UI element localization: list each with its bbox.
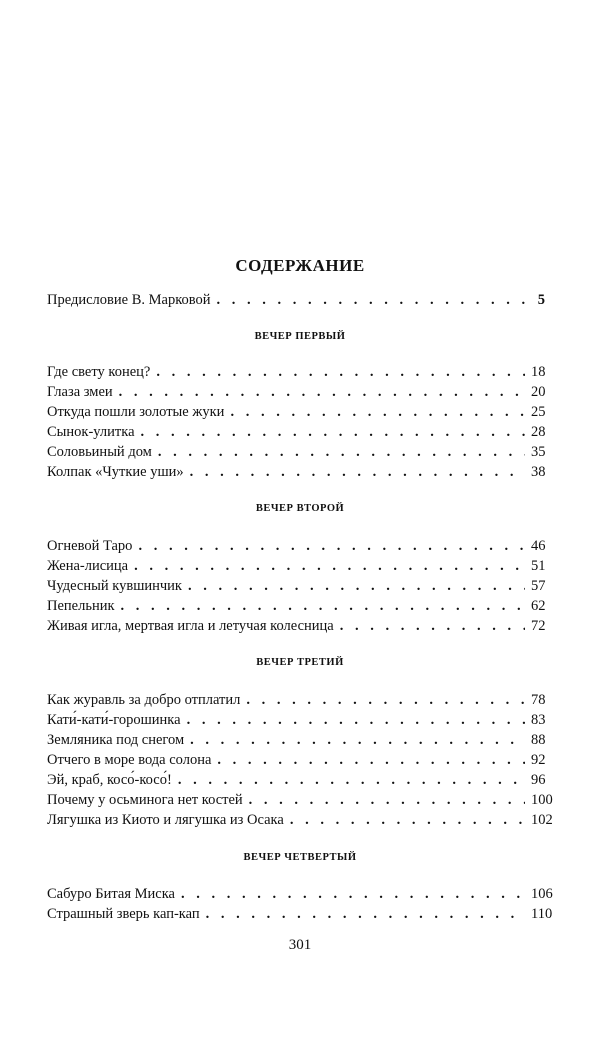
toc-entry: [47, 810, 553, 830]
dot-leader: [138, 536, 525, 556]
entry-title: Живая игла, мертвая игла и летучая колесница: [47, 618, 334, 634]
entry-page: 62: [531, 598, 546, 614]
entry-title: Кати́-кати́-горошинка: [47, 712, 181, 728]
entry-page: 38: [531, 464, 546, 480]
toc-entry: [47, 710, 545, 730]
toc-entry: [47, 462, 545, 482]
entry-title: Эй, краб, косо́-косо́!: [47, 772, 172, 788]
entry-title: Откуда пошли золотые жуки: [47, 404, 225, 420]
toc-entry: [47, 362, 545, 382]
entry-page: 78: [531, 692, 546, 708]
contents-heading: СОДЕРЖАНИЕ: [235, 256, 365, 275]
entry-page: 88: [531, 732, 546, 748]
dot-leader: [178, 770, 525, 790]
toc-entry: [47, 790, 553, 810]
toc-entry-preface: [47, 290, 545, 310]
toc-entry: [47, 884, 553, 904]
dot-leader: [181, 884, 525, 904]
entry-title: Лягушка из Киото и лягушка из Осака: [47, 812, 284, 828]
entry-page: 35: [531, 444, 546, 460]
entry-page: 96: [531, 772, 546, 788]
entry-page: 46: [531, 538, 546, 554]
entry-title: Пепельник: [47, 598, 115, 614]
entry-title: Где свету конец?: [47, 364, 151, 380]
toc-entry: [47, 750, 545, 770]
entry-page: 100: [531, 792, 553, 808]
entry-title: Почему у осьминога нет костей: [47, 792, 243, 808]
entry-title: Чудесный кувшинчик: [47, 578, 182, 594]
page-number: 301: [288, 937, 312, 953]
dot-leader: [187, 710, 525, 730]
dot-leader: [249, 790, 525, 810]
dot-leader: [340, 616, 525, 636]
section-heading-2: ВЕЧЕР ВТОРОЙ: [255, 503, 345, 514]
entry-page: 18: [531, 364, 546, 380]
dot-leader: [119, 382, 525, 402]
entry-page: 5: [537, 292, 545, 308]
entry-title: Глаза змеи: [47, 384, 113, 400]
toc-entry: [47, 402, 545, 422]
entry-title: Колпак «Чуткие уши»: [47, 464, 184, 480]
dot-leader: [190, 462, 525, 482]
entry-title: Огневой Таро: [47, 538, 133, 554]
dot-leader: [156, 362, 525, 382]
toc-entry: [47, 616, 545, 636]
toc-entry: [47, 382, 545, 402]
entry-page: 28: [531, 424, 546, 440]
toc-entry: [47, 690, 545, 710]
toc-entry: [47, 442, 545, 462]
entry-title: Отчего в море вода солона: [47, 752, 212, 768]
toc-entry: [47, 556, 545, 576]
entry-title: Страшный зверь кап-кап: [47, 906, 200, 922]
dot-leader: [134, 556, 525, 576]
dot-leader: [246, 690, 525, 710]
dot-leader: [158, 442, 525, 462]
entry-title: Предисловие В. Марковой: [47, 292, 211, 308]
toc-entry: [47, 596, 545, 616]
dot-leader: [190, 730, 525, 750]
entry-page: 83: [531, 712, 546, 728]
entry-page: 92: [531, 752, 546, 768]
dot-leader: [141, 422, 525, 442]
toc-entry: [47, 770, 545, 790]
section-heading-3: ВЕЧЕР ТРЕТИЙ: [256, 657, 344, 668]
toc-entry: [47, 904, 553, 924]
dot-leader: [188, 576, 525, 596]
entry-title: Сабуро Битая Миска: [47, 886, 175, 902]
toc-entry: [47, 576, 545, 596]
entry-page: 57: [531, 578, 546, 594]
dot-leader: [217, 290, 525, 310]
toc-entry: [47, 730, 545, 750]
section-heading-4: ВЕЧЕР ЧЕТВЕРТЫЙ: [243, 852, 357, 863]
dot-leader: [290, 810, 525, 830]
entry-page: 102: [531, 812, 553, 828]
entry-title: Как журавль за добро отплатил: [47, 692, 241, 708]
entry-title: Сынок-улитка: [47, 424, 135, 440]
toc-entry: [47, 422, 545, 442]
entry-title: Жена-лисица: [47, 558, 129, 574]
entry-page: 25: [531, 404, 546, 420]
entry-title: Соловьиный дом: [47, 444, 152, 460]
entry-title: Земляника под снегом: [47, 732, 185, 748]
entry-page: 106: [531, 886, 553, 902]
dot-leader: [206, 904, 525, 924]
entry-page: 72: [531, 618, 546, 634]
entry-page: 20: [531, 384, 546, 400]
dot-leader: [217, 750, 525, 770]
toc-entry: [47, 536, 545, 556]
dot-leader: [121, 596, 525, 616]
section-heading-1: ВЕЧЕР ПЕРВЫЙ: [254, 331, 346, 342]
dot-leader: [230, 402, 525, 422]
entry-page: 110: [531, 906, 553, 922]
entry-page: 51: [531, 558, 546, 574]
